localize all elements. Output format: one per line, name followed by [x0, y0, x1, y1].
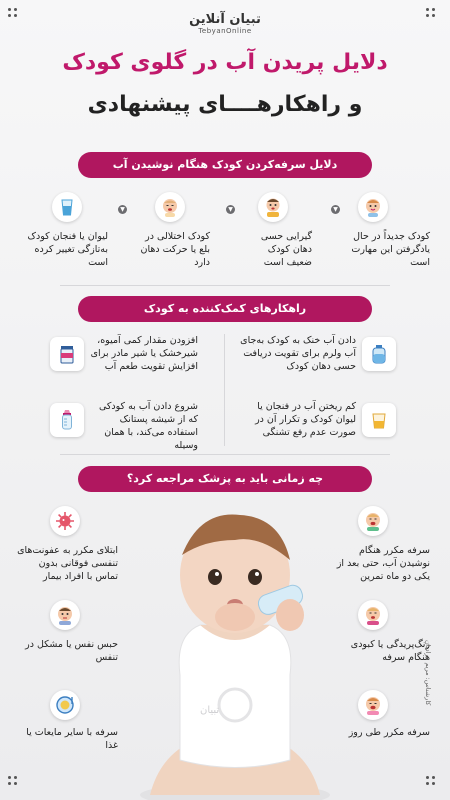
baby-weak-mouth-icon	[258, 192, 288, 222]
reason-2-text: گیرایی حسی دهان کودک ضعیف است	[260, 231, 312, 268]
corner-ornament-top-left	[8, 8, 24, 24]
virus-icon	[50, 506, 80, 536]
title-line-1: دلایل پریدن آب در گلوی کودک	[62, 50, 388, 75]
chevron-icon: ▼	[331, 205, 340, 214]
blue-face-baby-icon	[358, 600, 388, 630]
divider	[224, 334, 225, 446]
doctor-reason-4-text: ابتلای مکرر به عفونت‌های تنفسی فوقانی بدون تماس با افراد بیمار	[17, 545, 118, 582]
watermark: تبیان	[200, 705, 220, 716]
brand-name-en: TebyanOnline	[198, 27, 252, 35]
solution-1-text: دادن آب خنک به کودک به‌جای آب ولرم برای تقویت دریافت حسی دهان کودک	[240, 335, 356, 372]
section-1-heading: دلایل سرفه‌کردن کودک هنگام نوشیدن آب	[78, 152, 372, 178]
milk-can-icon	[50, 337, 84, 371]
section-3-heading: چه زمانی باید به پزشک مراجعه کرد؟	[78, 466, 372, 492]
crying-baby-icon	[358, 690, 388, 720]
corner-ornament-bottom-left	[8, 776, 24, 792]
brand-name-fa: تبیان آنلاین	[189, 12, 261, 27]
divider	[60, 454, 390, 455]
water-glass-icon	[52, 192, 82, 222]
reason-3-text: کودک اختلالی در بلع یا حرکت دهان دارد	[140, 231, 210, 268]
credit-text: کارشناس: مریم مرادیان	[424, 640, 432, 706]
doctor-reason-5-text: حبس نفس یا مشکل در تنفس	[25, 639, 118, 663]
doctor-reason-1-text: سرفه مکرر هنگام نوشیدن آب، حتی بعد از یکی دو ماه تمرین	[336, 545, 430, 582]
title-line-2: و راهکارهــــای پیشنهادی	[87, 92, 363, 117]
solution-4-text: شروع دادن آب به کودکی که از شیشه پستانک استفاده می‌کند، با همان وسیله	[98, 401, 198, 451]
section-2-heading: راهکارهای کمک‌کننده به کودک	[78, 296, 372, 322]
baby-drinking-photo	[140, 505, 330, 800]
doctor-reason-2-text: رنگ‌پریدگی یا کبودی هنگام سرفه	[350, 639, 430, 663]
corner-ornament-bottom-right	[426, 776, 442, 792]
reason-4-text: لیوان یا فنجان کودک به‌تازگی تغییر کرده است	[27, 231, 108, 268]
baby-learning-icon	[358, 192, 388, 222]
feeding-plate-icon	[50, 690, 80, 720]
chevron-icon: ▼	[118, 205, 127, 214]
solution-3-text: کم ریختن آب در فنجان یا لیوان کودک و تکرار آن در صورت عدم رفع تشنگی	[255, 401, 356, 438]
small-cup-icon	[362, 403, 396, 437]
divider	[60, 285, 390, 286]
reason-1-text: کودک جدیداً در حال یادگرفتن این مهارت است	[351, 231, 430, 268]
doctor-reason-6-text: سرفه با سایر مایعات یا غذا	[26, 727, 118, 751]
chevron-icon: ▼	[226, 205, 235, 214]
baby-swallow-icon	[155, 192, 185, 222]
coughing-baby-icon	[358, 506, 388, 536]
baby-bottle-icon	[50, 403, 84, 437]
water-bottle-icon	[362, 337, 396, 371]
breathless-baby-icon	[50, 600, 80, 630]
doctor-reason-3-text: سرفه مکرر طی روز	[348, 727, 430, 738]
solution-2-text: افزودن مقدار کمی آمیوه، شیرخشک یا شیر مادر برای افزایش تقویت طعم آب	[90, 335, 198, 372]
brand-logo	[180, 12, 270, 35]
corner-ornament-top-right	[426, 8, 442, 24]
